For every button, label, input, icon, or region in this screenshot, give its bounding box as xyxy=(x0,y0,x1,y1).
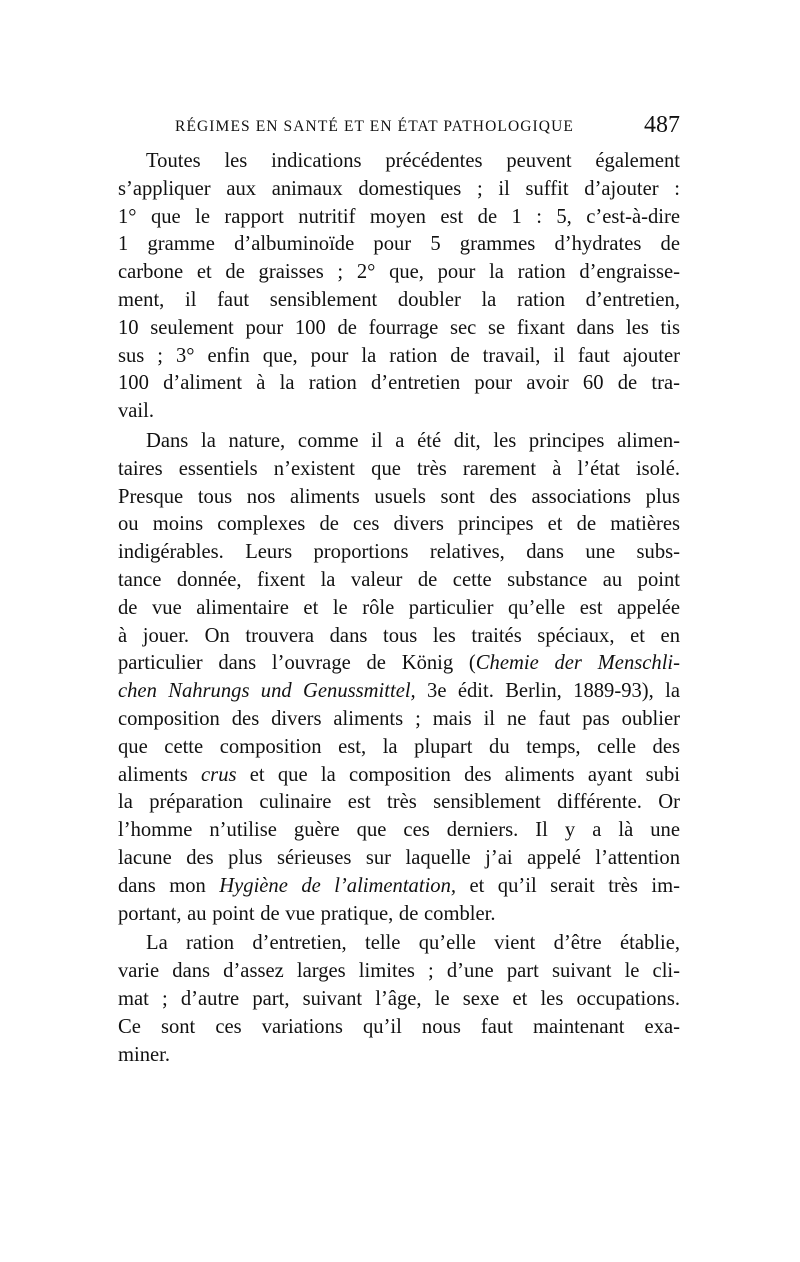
text-span: dans mon xyxy=(118,874,220,897)
text-span: et que la composition des aliments ayant subi xyxy=(236,763,680,786)
book-title-italic: Hygiène de l’alimentation, xyxy=(219,874,457,897)
book-title-italic: chen Nahrungs und Genussmittel, xyxy=(118,680,416,703)
text-line xyxy=(118,873,680,901)
text-line: ou moins complexes de ces divers principes et de matières xyxy=(118,513,680,536)
text-line: 10 seulement pour 100 de fourrage sec se fixant dans les tis xyxy=(118,316,680,339)
text-line: l’homme n’utilise guère que ces derniers. Il y a là une xyxy=(118,819,680,842)
text-line: 100 d’aliment à la ration d’entretien pour avoir 60 de tra- xyxy=(118,372,680,395)
body-text xyxy=(118,148,680,1069)
text-span: 3e édit. Berlin, 1889-93), la xyxy=(415,680,680,703)
text-line: composition des divers aliments ; mais il ne faut pas oublier xyxy=(118,707,680,730)
text-line: indigérables. Leurs proportions relatives, dans une subs- xyxy=(118,541,680,564)
text-line: à jouer. On trouvera dans tous les traités spéciaux, et en xyxy=(118,624,680,647)
text-span: particulier dans l’ouvrage de König ( xyxy=(118,652,476,675)
paragraph-2 xyxy=(118,428,680,928)
text-span: et qu’il serait très im- xyxy=(456,874,680,897)
running-title: RÉGIMES EN SANTÉ ET EN ÉTAT PATHOLOGIQUE xyxy=(175,118,574,135)
text-line: La ration d’entretien, telle qu’elle vient d’être établie, xyxy=(146,932,680,955)
text-line: tance donnée, fixent la valeur de cette substance au point xyxy=(118,568,680,591)
text-line: ment, il faut sensiblement doubler la ration d’entretien, xyxy=(118,288,680,311)
text-line: de vue alimentaire et le rôle particulier qu’elle est appelée xyxy=(118,596,680,619)
text-line: Presque tous nos aliments usuels sont des associations plus xyxy=(118,485,680,508)
text-line: 1 gramme d’albuminoïde pour 5 grammes d’hydrates de xyxy=(118,233,680,256)
text-line: sus ; 3° enfin que, pour la ration de travail, il faut ajouter xyxy=(118,344,680,367)
page-number: 487 xyxy=(644,112,680,138)
paragraph-1 xyxy=(118,148,680,426)
running-head xyxy=(175,112,680,142)
text-line: la préparation culinaire est très sensiblement différente. Or xyxy=(118,791,680,814)
text-line: portant, au point de vue pratique, de combler. xyxy=(118,902,496,925)
text-line: carbone et de graisses ; 2° que, pour la ration d’engraisse- xyxy=(118,261,680,284)
text-line: 1° que le rapport nutritif moyen est de 1 : 5, c’est-à-dire xyxy=(118,205,680,228)
text-line: lacune des plus sérieuses sur laquelle j’ai appelé l’attention xyxy=(118,846,680,869)
text-line xyxy=(118,762,680,790)
book-title-italic: Chemie der Menschli- xyxy=(475,652,680,675)
text-line xyxy=(118,678,680,706)
paragraph-3 xyxy=(118,930,680,1069)
text-line: Dans la nature, comme il a été dit, les principes alimen- xyxy=(146,429,680,452)
text-line: varie dans d’assez larges limites ; d’une part suivant le cli- xyxy=(118,960,680,983)
text-line: Toutes les indications précédentes peuvent également xyxy=(146,150,680,172)
text-line xyxy=(118,650,680,678)
emphasis-italic: crus xyxy=(201,763,237,786)
text-line: miner. xyxy=(118,1043,171,1066)
text-line: s’appliquer aux animaux domestiques ; il suffit d’ajouter : xyxy=(118,177,680,200)
text-line: Ce sont ces variations qu’il nous faut maintenant exa- xyxy=(118,1015,680,1038)
text-span: aliments xyxy=(118,763,202,786)
text-line: que cette composition est, la plupart du temps, celle des xyxy=(118,735,680,758)
text-line: taires essentiels n’existent que très rarement à l’état isolé. xyxy=(118,457,680,480)
text-line: vail. xyxy=(118,400,155,423)
text-line: mat ; d’autre part, suivant l’âge, le sexe et les occupations. xyxy=(118,987,680,1010)
